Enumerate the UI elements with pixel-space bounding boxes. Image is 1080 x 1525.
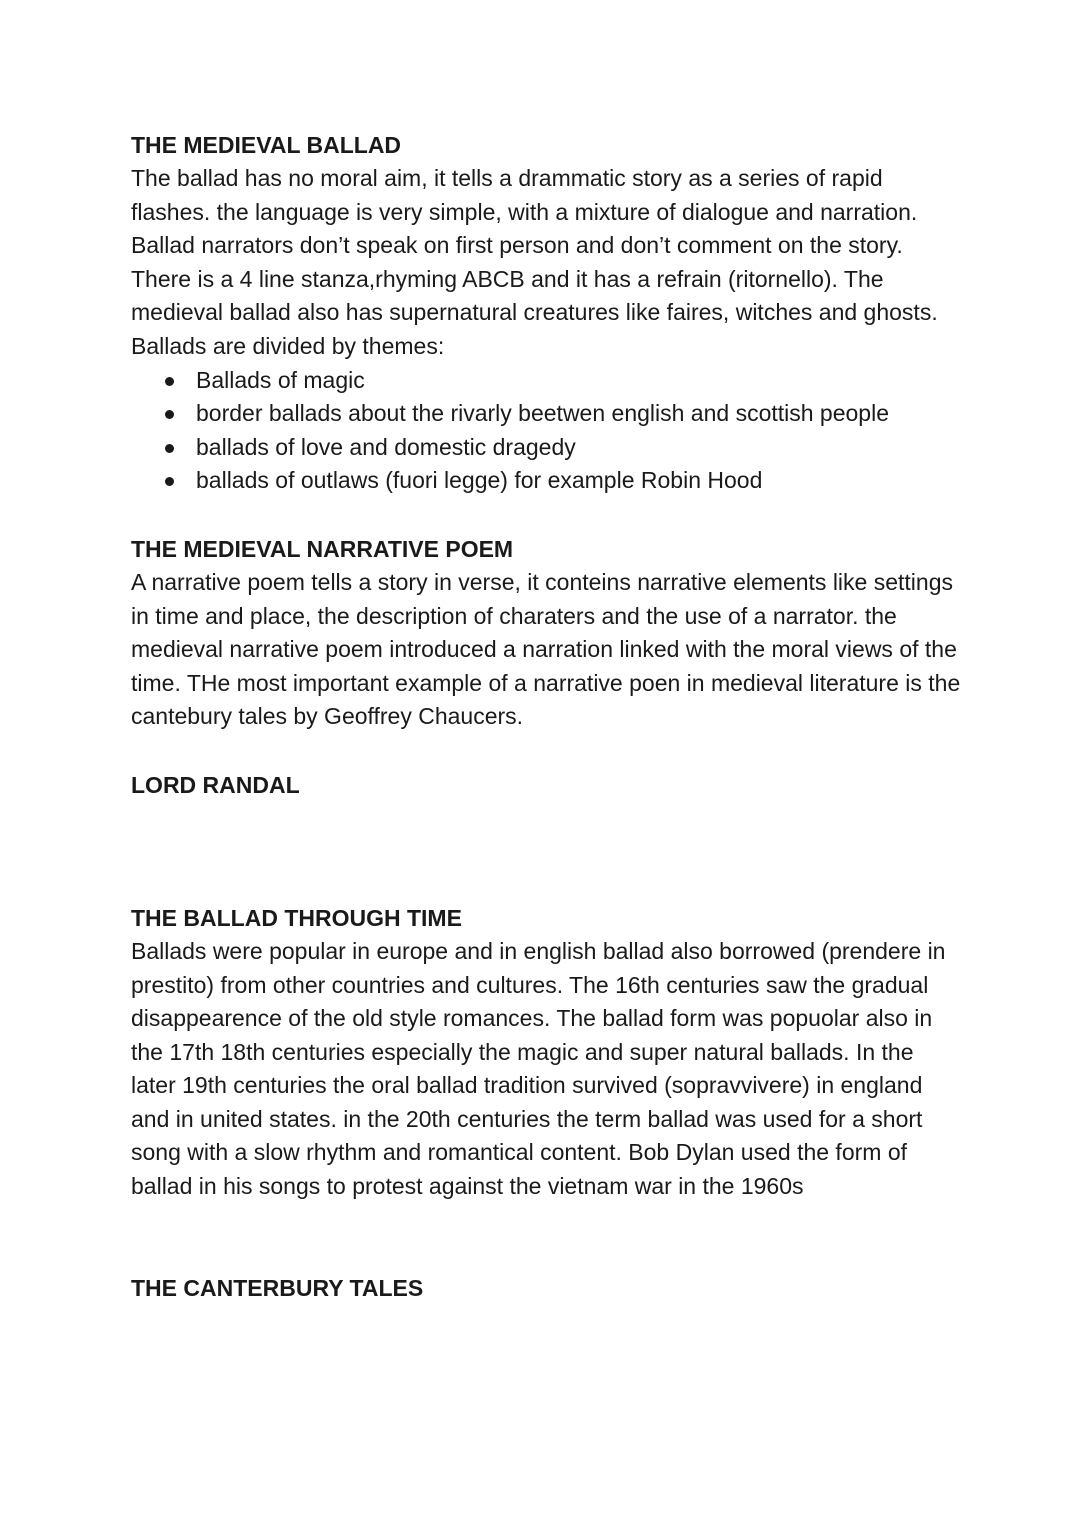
list-item: [165, 397, 961, 431]
section-medieval-ballad: [131, 128, 961, 498]
list-item-text: border ballads about the rivarly beetwen english and scottish people: [196, 400, 889, 427]
list-item: [165, 364, 961, 398]
section-heading: THE CANTERBURY TALES: [131, 1274, 424, 1301]
section-heading: THE MEDIEVAL NARRATIVE POEM: [131, 535, 514, 562]
section-paragraph: A narrative poem tells a story in verse, it conteins narrative elements like settings in time and place, the description of charaters and the use of a narrator. the medieval narrative poem introduced a narration linked with the moral views of the time. THe most important example of a narrative poen in medieval literature is the cantebury tales by Geoffrey Chaucers.: [131, 568, 961, 730]
section-paragraph: Ballads were popular in europe and in english ballad also borrowed (prendere in prestito) from other countries and cultures. The 16th centuries saw the gradual disappearence of the old style romances. The ballad form was popuolar also in the 17th 18th centuries especially the magic and super natural ballads. In the later 19th centuries the oral ballad tradition survived (sopravvivere) in england and in united states. in the 20th centuries the term ballad was used for a short song with a slow rhythm and romantical content. Bob Dylan used the form of ballad in his songs to protest against the vietnam war in the 1960s: [131, 937, 946, 1200]
section-canterbury-tales: [131, 1271, 961, 1305]
list-item-text: ballads of outlaws (fuori legge) for example Robin Hood: [196, 467, 763, 494]
list-item-text: ballads of love and domestic dragedy: [196, 433, 576, 460]
themes-bullet-list: [131, 364, 961, 498]
section-paragraph: The ballad has no moral aim, it tells a drammatic story as a series of rapid flashes. the language is very simple, with a mixture of dialogue and narration. Ballad narrators don’t speak on first person and don’t comment on the story. There is a 4 line stanza,rhyming ABCB and it has a refrain (ritornello). The medieval ballad also has supernatural creatures like faires, witches and ghosts. Ballads are divided by themes:: [131, 165, 938, 359]
list-item-text: Ballads of magic: [196, 366, 365, 393]
bullet-icon: [165, 477, 174, 486]
bullet-icon: [165, 377, 174, 386]
section-heading: LORD RANDAL: [131, 771, 300, 798]
list-item: [165, 431, 961, 465]
section-narrative-poem: [131, 532, 961, 734]
document-page: [131, 128, 961, 1305]
section-ballad-through-time: [131, 901, 961, 1204]
section-lord-randal: [131, 768, 961, 802]
bullet-icon: [165, 410, 174, 419]
bullet-icon: [165, 444, 174, 453]
section-heading: THE BALLAD THROUGH TIME: [131, 904, 462, 931]
section-heading: THE MEDIEVAL BALLAD: [131, 132, 402, 158]
list-item: [165, 464, 961, 498]
